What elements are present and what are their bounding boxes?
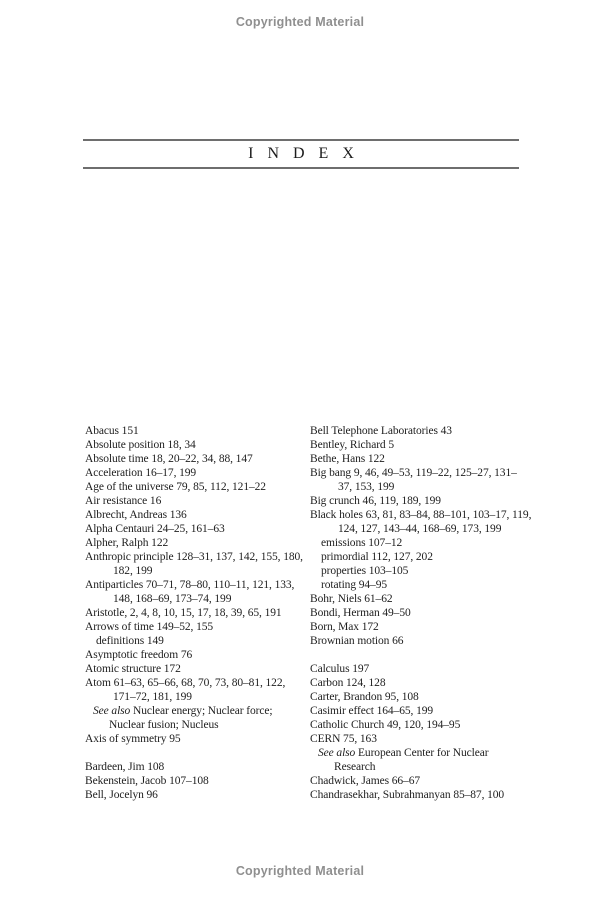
index-entry-line: Bentley, Richard 5: [310, 439, 395, 451]
index-entry-line: Big crunch 46, 119, 189, 199: [310, 495, 441, 507]
index-entry-line: primordial 112, 127, 202: [321, 551, 433, 563]
index-entry-line: Absolute position 18, 34: [85, 439, 196, 451]
index-entry-line: Abacus 151: [85, 425, 139, 437]
index-entry-line: Bardeen, Jim 108: [85, 761, 165, 773]
index-entry-line: Axis of symmetry 95: [85, 733, 181, 745]
index-entry-line: definitions 149: [96, 635, 164, 647]
index-entry-line: Atom 61–63, 65–66, 68, 70, 73, 80–81, 122,: [85, 677, 286, 689]
index-entry-line: Absolute time 18, 20–22, 34, 88, 147: [85, 453, 253, 465]
index-entry-line: Atomic structure 172: [85, 663, 181, 675]
index-entry-line: Chadwick, James 66–67: [310, 775, 421, 787]
index-heading-block: [83, 139, 519, 169]
index-entry-line: CERN 75, 163: [310, 733, 377, 745]
index-entry-line: Chandrasekhar, Subrahmanyan 85–87, 100: [310, 789, 505, 801]
index-entry-line: Air resistance 16: [85, 495, 162, 507]
index-entry-line: Age of the universe 79, 85, 112, 121–22: [85, 481, 266, 493]
copyright-notice-bottom: Copyrighted Material: [235, 864, 365, 878]
index-entry-line: Casimir effect 164–65, 199: [310, 705, 434, 717]
index-entry-line: Research: [334, 761, 376, 773]
index-entry-line: 171–72, 181, 199: [113, 691, 192, 703]
index-entry-line: Nuclear fusion; Nucleus: [109, 719, 219, 731]
index-entry-line: Asymptotic freedom 76: [85, 649, 193, 661]
index-entry-line: Antiparticles 70–71, 78–80, 110–11, 121, 133,: [85, 579, 295, 591]
index-entry-line: Calculus 197: [310, 663, 370, 675]
index-entry-line: rotating 94–95: [321, 579, 387, 591]
index-entry-line: Bohr, Niels 61–62: [310, 593, 393, 605]
index-entry-line: Alpher, Ralph 122: [85, 537, 169, 549]
index-entry-line: See also European Center for Nuclear: [318, 747, 489, 759]
page-title: INDEX: [248, 145, 368, 162]
index-entry-line: 124, 127, 143–44, 168–69, 173, 199: [338, 523, 502, 535]
index-entry-line: 37, 153, 199: [338, 481, 395, 493]
heading-rule-top: [83, 139, 519, 141]
index-entry-line: Bell Telephone Laboratories 43: [310, 425, 452, 437]
index-entry-line: 182, 199: [113, 565, 153, 577]
index-column-right: [310, 424, 531, 802]
index-entry-line: 148, 168–69, 173–74, 199: [113, 593, 232, 605]
index-entry-line: Black holes 63, 81, 83–84, 88–101, 103–17, 119,: [310, 509, 532, 521]
index-entry-line: Born, Max 172: [310, 621, 379, 633]
index-entry-line: Carter, Brandon 95, 108: [310, 691, 419, 703]
index-entry-line: Carbon 124, 128: [310, 677, 386, 689]
see-also-label: See also: [93, 705, 131, 717]
index-entry-line: Bell, Jocelyn 96: [85, 789, 158, 801]
index-entry-line: Big bang 9, 46, 49–53, 119–22, 125–27, 131–: [310, 467, 517, 479]
index-entry-line: Arrows of time 149–52, 155: [85, 621, 214, 633]
index-entry-line: See also Nuclear energy; Nuclear force;: [93, 705, 273, 717]
index-entry-line: Catholic Church 49, 120, 194–95: [310, 719, 461, 731]
index-entry-line: Brownian motion 66: [310, 635, 404, 647]
index-entry-line: Bethe, Hans 122: [310, 453, 385, 465]
index-entry-line: emissions 107–12: [321, 537, 403, 549]
index-entry-line: Alpha Centauri 24–25, 161–63: [85, 523, 225, 535]
index-spacer: [85, 746, 303, 760]
index-entry-line: Bekenstein, Jacob 107–108: [85, 775, 209, 787]
index-entry-line: Anthropic principle 128–31, 137, 142, 155, 180,: [85, 551, 303, 563]
index-entry-line: Aristotle, 2, 4, 8, 10, 15, 17, 18, 39, 65, 191: [85, 607, 282, 619]
index-entry-line: Bondi, Herman 49–50: [310, 607, 411, 619]
index-column-left: [85, 424, 303, 802]
copyright-notice-top: Copyrighted Material: [235, 15, 365, 29]
index-entry-line: Albrecht, Andreas 136: [85, 509, 187, 521]
see-also-label: See also: [318, 747, 356, 759]
index-entry-line: Acceleration 16–17, 199: [85, 467, 197, 479]
index-spacer: [310, 648, 531, 662]
index-entry-line: properties 103–105: [321, 565, 409, 577]
heading-rule-bottom: [83, 167, 519, 169]
